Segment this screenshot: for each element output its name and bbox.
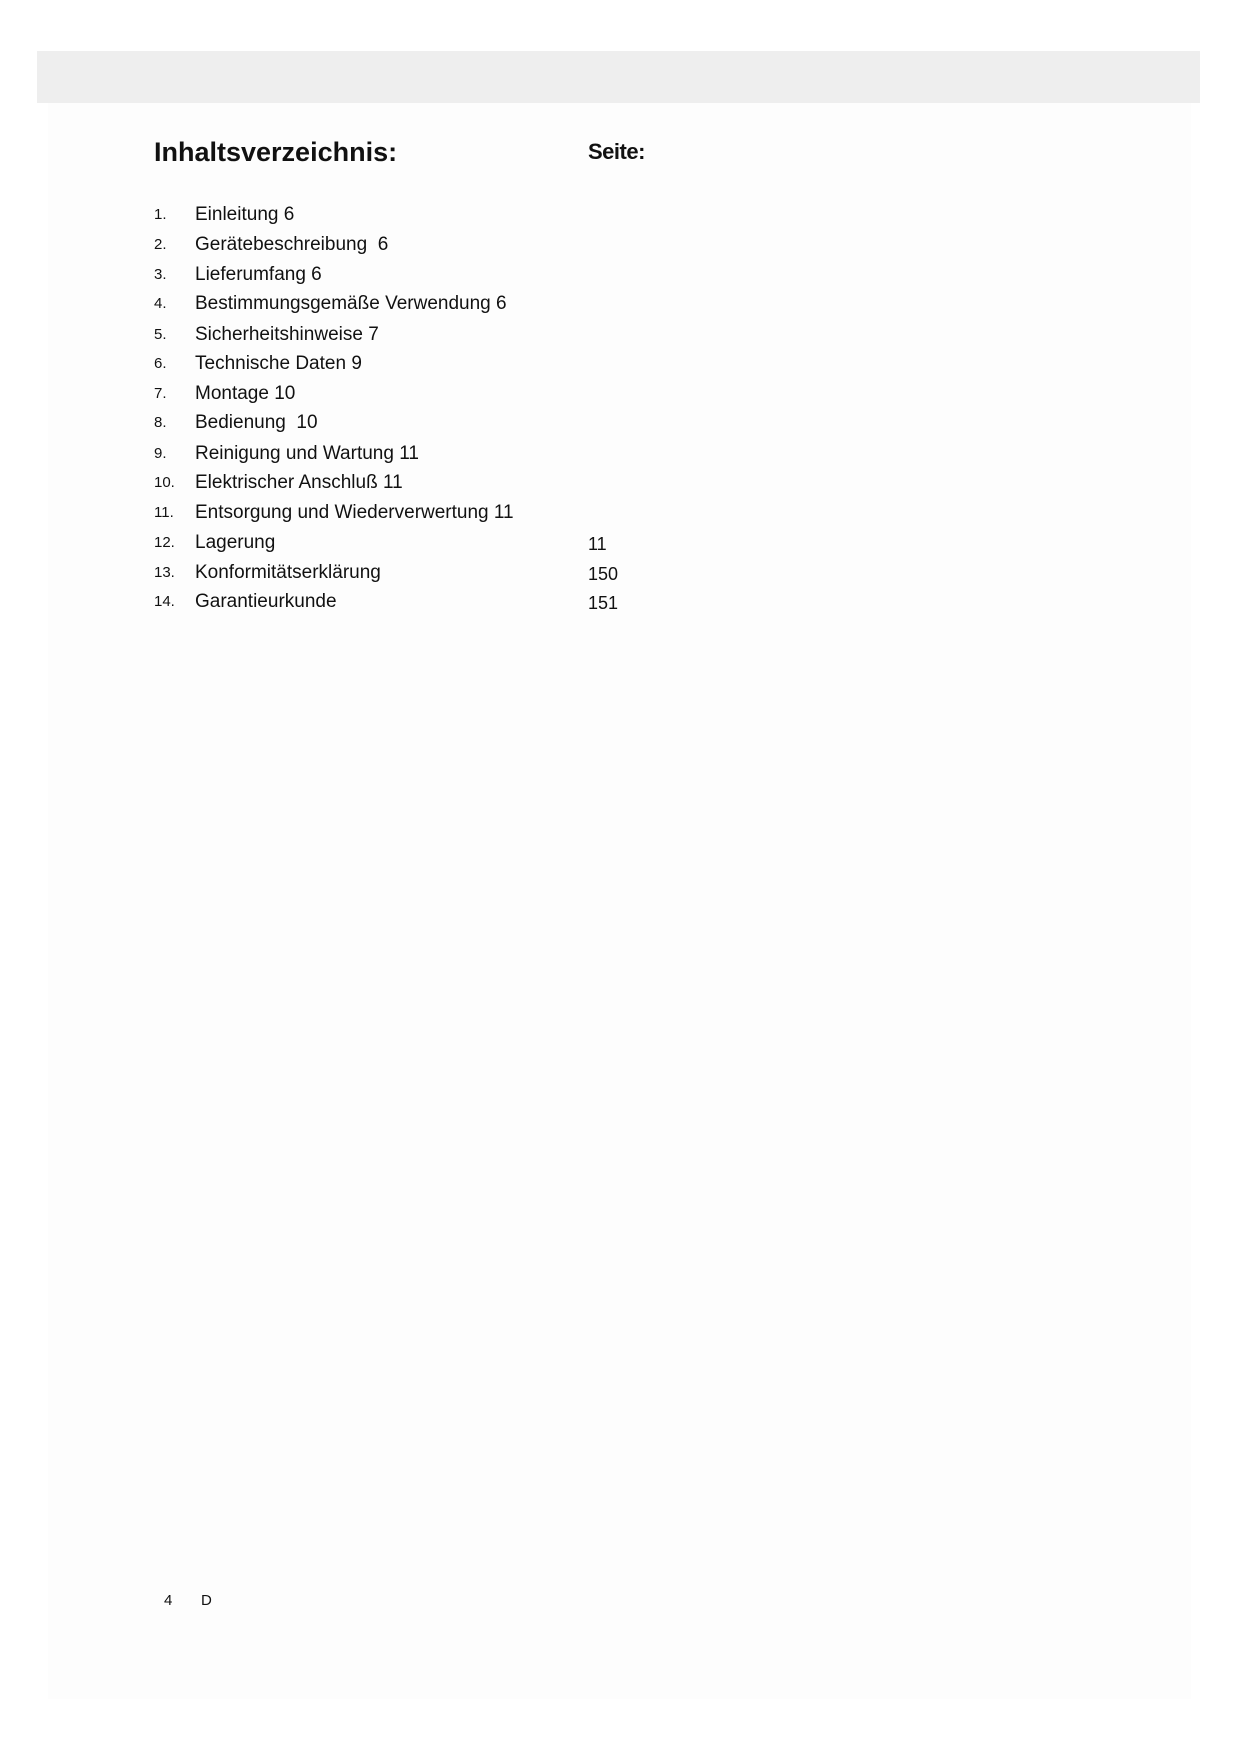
header-band — [37, 51, 1200, 103]
toc-entry-label: Entsorgung und Wiederverwertung 11 — [195, 502, 514, 523]
toc-entry-number: 4. — [154, 295, 167, 312]
toc-entry — [0, 411, 700, 437]
footer-language: D — [201, 1592, 212, 1609]
toc-entry-label: Bestimmungsgemäße Verwendung 6 — [195, 293, 507, 314]
toc-entry-label: Garantieurkunde — [195, 591, 337, 612]
toc-entry — [0, 442, 700, 468]
toc-entry-number: 9. — [154, 445, 167, 462]
toc-entry — [0, 531, 700, 557]
toc-entry-number: 11. — [154, 504, 174, 521]
toc-entry-label: Konformitätserklärung — [195, 562, 381, 583]
toc-entry-label: Montage 10 — [195, 383, 296, 404]
toc-entry — [0, 501, 700, 527]
toc-entry-number: 3. — [154, 266, 167, 283]
toc-entry-label: Reinigung und Wartung 11 — [195, 443, 419, 464]
toc-entry-label: Elektrischer Anschluß 11 — [195, 472, 403, 493]
toc-entry-page: 151 — [588, 593, 619, 613]
toc-entry — [0, 263, 700, 289]
page-column-title: Seite: — [588, 139, 645, 164]
toc-entry-label: Gerätebeschreibung 6 — [195, 234, 389, 255]
toc-entry — [0, 590, 700, 616]
toc-entry-label: Sicherheitshinweise 7 — [195, 324, 379, 345]
toc-entry-number: 5. — [154, 326, 167, 343]
toc-entry-number: 14. — [154, 593, 175, 610]
toc-entry-label: Technische Daten 9 — [195, 353, 362, 374]
toc-entry-label: Bedienung 10 — [195, 412, 318, 433]
toc-entry-number: 10. — [154, 474, 175, 491]
toc-entry-number: 7. — [154, 385, 167, 402]
toc-entry-number: 13. — [154, 564, 175, 581]
toc-entry-page: 11 — [588, 534, 607, 554]
footer-page-number: 4 — [164, 1592, 173, 1609]
toc-title: Inhaltsverzeichnis: — [154, 137, 398, 167]
toc-entry — [0, 382, 700, 408]
toc-entry — [0, 471, 700, 497]
toc-entry — [0, 561, 700, 587]
toc-entry-label: Lagerung — [195, 532, 276, 553]
toc-entry — [0, 203, 700, 229]
toc-entry-number: 8. — [154, 414, 167, 431]
toc-entry — [0, 323, 700, 349]
toc-entry-page: 150 — [588, 564, 619, 584]
toc-entry — [0, 352, 700, 378]
toc-entry-label: Einleitung 6 — [195, 204, 295, 225]
toc-entry-number: 12. — [154, 534, 175, 551]
toc-entry — [0, 233, 700, 259]
toc-entry-number: 6. — [154, 355, 167, 372]
toc-entry-number: 2. — [154, 236, 167, 253]
toc-entry — [0, 292, 700, 318]
toc-entry-number: 1. — [154, 206, 167, 223]
toc-entry-label: Lieferumfang 6 — [195, 264, 322, 285]
